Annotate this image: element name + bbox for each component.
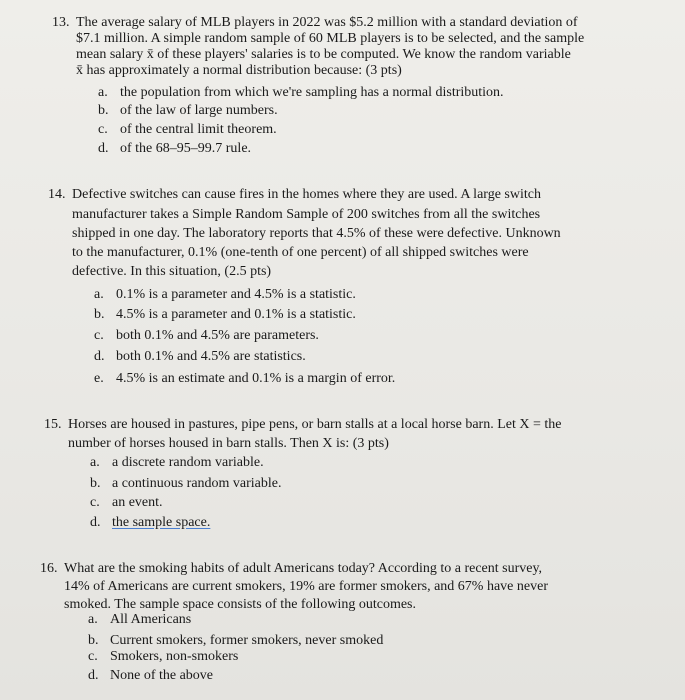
option-letter: a.	[90, 455, 100, 470]
stem-line: defective. In this situation, (2.5 pts)	[72, 264, 272, 279]
option-text: the sample space.	[112, 515, 211, 530]
option-text: of the law of large numbers.	[120, 103, 278, 118]
option-b	[90, 475, 282, 492]
option-text: 4.5% is a parameter and 0.1% is a statistic.	[116, 307, 356, 322]
option-letter: a.	[94, 287, 104, 302]
option-c	[88, 648, 238, 665]
stem-line: number of horses housed in barn stalls. Then X is: (3 pts)	[68, 436, 389, 451]
option-d	[94, 348, 306, 365]
option-letter: c.	[94, 328, 104, 343]
option-text: of the 68–95–99.7 rule.	[120, 141, 252, 156]
option-b	[98, 102, 278, 119]
option-letter: a.	[88, 612, 98, 627]
option-e	[94, 370, 395, 387]
option-letter: b.	[98, 103, 109, 118]
option-letter: a.	[98, 85, 108, 100]
option-letter: d.	[94, 349, 105, 364]
option-text: both 0.1% and 4.5% are parameters.	[116, 328, 319, 343]
option-text: Smokers, non-smokers	[110, 649, 239, 664]
option-text: All Americans	[110, 612, 192, 627]
option-letter: b.	[88, 633, 99, 648]
option-letter: d.	[98, 141, 109, 156]
option-a	[98, 84, 504, 101]
option-letter: b.	[94, 307, 105, 322]
option-text: a continuous random variable.	[112, 476, 282, 491]
stem-line: $7.1 million. A simple random sample of 60 MLB players is to be selected, and the sample	[76, 31, 585, 46]
stem-line: mean salary x̄ of these players' salaries is to be computed. We know the random variable	[76, 47, 571, 62]
option-letter: c.	[98, 122, 108, 137]
option-text: of the central limit theorem.	[120, 122, 277, 137]
option-b	[88, 632, 383, 649]
option-letter: d.	[90, 515, 101, 530]
stem-line: 14% of Americans are current smokers, 19% are former smokers, and 67% have never	[64, 579, 548, 594]
option-d	[98, 140, 251, 157]
option-b	[94, 306, 356, 323]
option-c	[98, 121, 277, 138]
stem-line: Defective switches can cause fires in the homes where they are used. A large switch	[72, 187, 541, 202]
option-letter: c.	[88, 649, 98, 664]
question-number: 13.	[52, 15, 70, 30]
option-d	[90, 514, 210, 531]
option-letter: d.	[88, 668, 99, 683]
option-letter: b.	[90, 476, 101, 491]
option-text: a discrete random variable.	[112, 455, 264, 470]
option-a	[90, 454, 264, 471]
option-a	[88, 611, 191, 628]
question-number: 16.	[40, 561, 58, 576]
option-c	[90, 494, 163, 511]
stem-line: The average salary of MLB players in 2022 was $5.2 million with a standard deviation of	[76, 15, 578, 30]
option-text: an event.	[112, 495, 163, 510]
option-letter: e.	[94, 371, 104, 386]
question-number: 15.	[44, 417, 62, 432]
stem-line: to the manufacturer, 0.1% (one-tenth of one percent) of all shipped switches were	[72, 245, 529, 260]
stem-line: What are the smoking habits of adult Americans today? According to a recent survey,	[64, 561, 543, 576]
option-text: the population from which we're sampling has a normal distribution.	[120, 85, 504, 100]
option-text: None of the above	[110, 668, 214, 683]
option-text: 0.1% is a parameter and 4.5% is a statistic.	[116, 287, 356, 302]
stem-line: smoked. The sample space consists of the following outcomes.	[64, 597, 417, 612]
option-text: 4.5% is an estimate and 0.1% is a margin of error.	[116, 371, 396, 386]
option-d	[88, 667, 213, 684]
option-letter: c.	[90, 495, 100, 510]
option-a	[94, 286, 356, 303]
option-text: Current smokers, former smokers, never smoked	[110, 633, 384, 648]
option-c	[94, 327, 319, 344]
option-text: both 0.1% and 4.5% are statistics.	[116, 349, 306, 364]
stem-line: Horses are housed in pastures, pipe pens, or barn stalls at a local horse barn. Let X = the	[68, 417, 562, 432]
stem-line: manufacturer takes a Simple Random Sample of 200 switches from all the switches	[72, 207, 541, 222]
stem-line: shipped in one day. The laboratory reports that 4.5% of these were defective. Unknown	[72, 226, 561, 241]
stem-line: x̄ has approximately a normal distribution because: (3 pts)	[76, 63, 402, 78]
question-number: 14.	[48, 187, 66, 202]
